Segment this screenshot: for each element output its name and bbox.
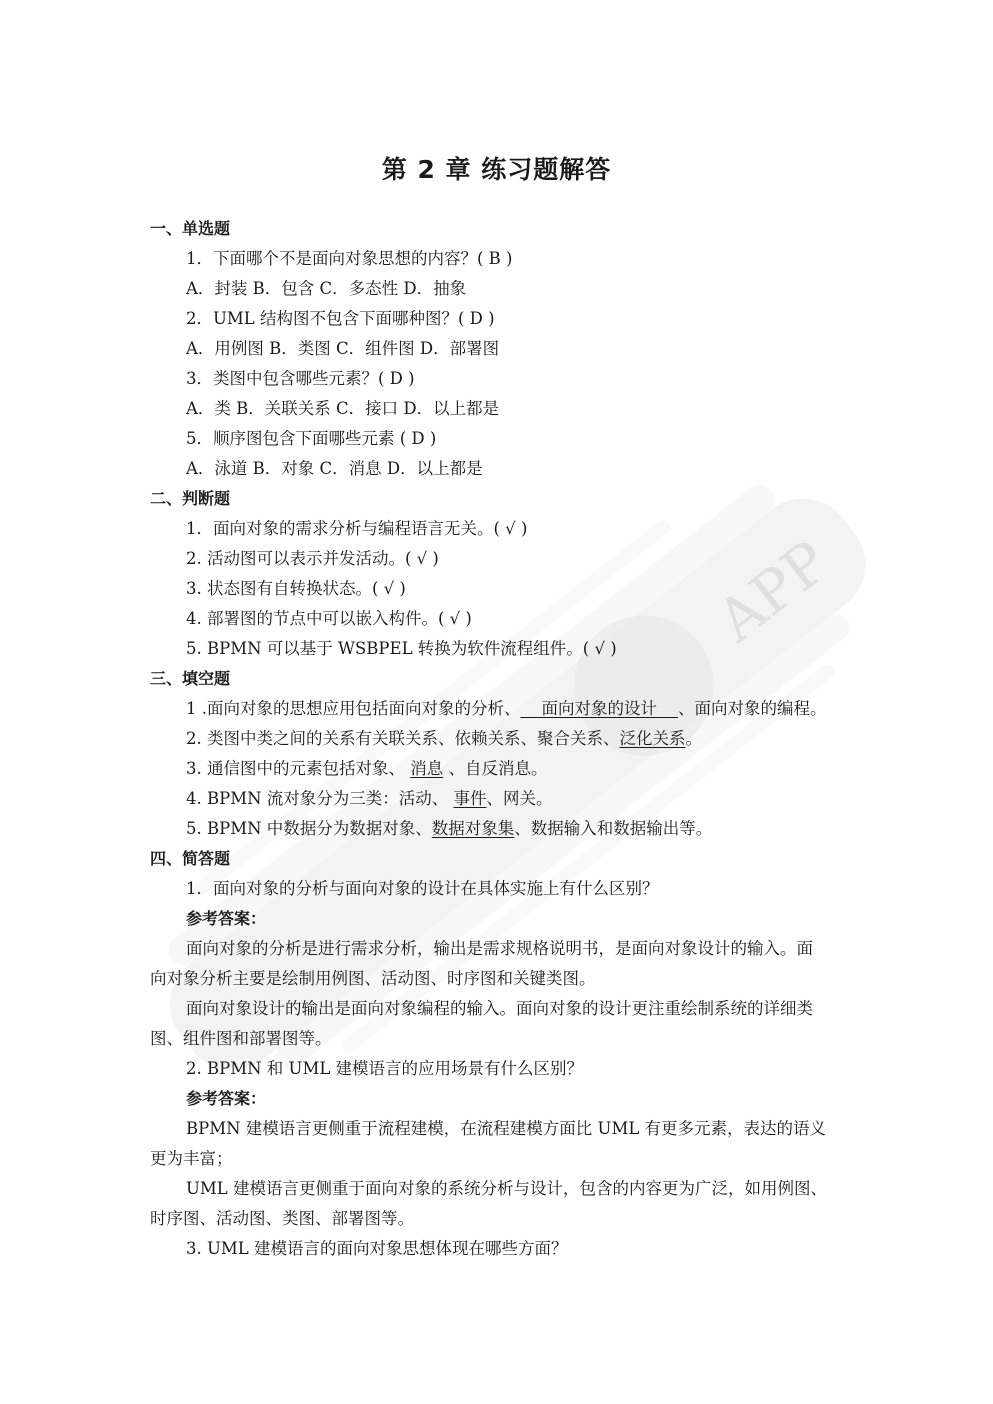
options-line: A．封装 B．包含 C．多态性 D．抽象 — [186, 279, 467, 298]
answer-text: 更为丰富； — [150, 1149, 233, 1168]
fill-answer: 事件 — [453, 789, 487, 808]
question-line: 2. BPMN 和 UML 建模语言的应用场景有什么区别？ — [186, 1059, 584, 1078]
fill-text: 、网关。 — [486, 789, 553, 808]
fill-answer: 面向对象的设计 — [520, 699, 678, 718]
options-line: A．类 B．关联关系 C．接口 D．以上都是 — [186, 399, 500, 418]
answer-text: 向对象分析主要是绘制用例图、活动图、时序图和关键类图。 — [150, 969, 596, 988]
fill-text: 。 — [685, 729, 702, 748]
fill-text: 3. 通信图中的元素包括对象、 — [186, 759, 411, 778]
fill-text: 、自反消息。 — [443, 759, 548, 778]
answer-label: 参考答案： — [186, 1089, 267, 1108]
judge-line: 1．面向对象的需求分析与编程语言无关。( √ ) — [186, 519, 528, 538]
answer-text: 面向对象的分析是进行需求分析，输出是需求规格说明书，是面向对象设计的输入。面 — [186, 939, 813, 958]
answer-text: 时序图、活动图、类图、部署图等。 — [150, 1209, 414, 1228]
section-heading-short-answer: 四、简答题 — [150, 849, 231, 868]
watermark-text: APP — [704, 527, 842, 655]
fill-text: 2. 类图中类之间的关系有关联关系、依赖关系、聚合关系、 — [186, 729, 620, 748]
fill-text: 、数据输入和数据输出等。 — [514, 819, 713, 838]
fill-answer: 泛化关系 — [619, 729, 686, 748]
fill-answer: 数据对象集 — [431, 819, 515, 838]
question-line: 3. UML 建模语言的面向对象思想体现在哪些方面？ — [186, 1239, 568, 1258]
fill-text: 、面向对象的编程。 — [677, 699, 827, 718]
fill-line — [0, 754, 993, 784]
question-line: 2．UML 结构图不包含下面哪种图？( D ) — [186, 309, 495, 328]
section-heading-fill-blank: 三、填空题 — [150, 669, 231, 688]
options-line: A．用例图 B．类图 C．组件图 D．部署图 — [186, 339, 500, 358]
answer-label: 参考答案： — [186, 909, 267, 928]
fill-line — [0, 814, 993, 844]
question-line: 1．面向对象的分析与面向对象的设计在具体实施上有什么区别？ — [186, 879, 659, 898]
judge-line: 2. 活动图可以表示并发活动。( √ ) — [186, 549, 439, 568]
judge-line: 5. BPMN 可以基于 WSBPEL 转换为软件流程组件。( √ ) — [186, 639, 617, 658]
options-line: A．泳道 B．对象 C．消息 D．以上都是 — [186, 459, 483, 478]
judge-line: 3. 状态图有自转换状态。( √ ) — [186, 579, 406, 598]
document-body — [0, 214, 993, 1264]
answer-text: BPMN 建模语言更侧重于流程建模，在流程建模方面比 UML 有更多元素，表达的语义 — [186, 1119, 827, 1138]
page-title: 第 2 章 练习题解答 — [381, 155, 612, 184]
fill-text: 5. BPMN 中数据分为数据对象、 — [186, 819, 432, 838]
fill-text: 1 .面向对象的思想应用包括面向对象的分析、 — [186, 699, 521, 718]
fill-text: 4. BPMN 流对象分为三类：活动、 — [186, 789, 454, 808]
question-line: 1．下面哪个不是面向对象思想的内容？( B ) — [186, 249, 513, 268]
fill-line — [0, 694, 993, 724]
answer-text: 图、组件图和部署图等。 — [150, 1029, 332, 1048]
answer-text: UML 建模语言更侧重于面向对象的系统分析与设计，包含的内容更为广泛，如用例图、 — [186, 1179, 828, 1198]
question-line: 3．类图中包含哪些元素？( D ) — [186, 369, 415, 388]
judge-line: 4. 部署图的节点中可以嵌入构件。( √ ) — [186, 609, 472, 628]
answer-text: 面向对象设计的输出是面向对象编程的输入。面向对象的设计更注重绘制系统的详细类 — [186, 999, 813, 1018]
section-heading-true-false: 二、判断题 — [150, 489, 231, 508]
fill-line — [0, 724, 993, 754]
fill-answer: 消息 — [410, 759, 444, 778]
section-heading-single-choice: 一、单选题 — [150, 219, 231, 238]
question-line: 5．顺序图包含下面哪些元素 ( D ) — [186, 429, 437, 448]
fill-line — [0, 784, 993, 814]
